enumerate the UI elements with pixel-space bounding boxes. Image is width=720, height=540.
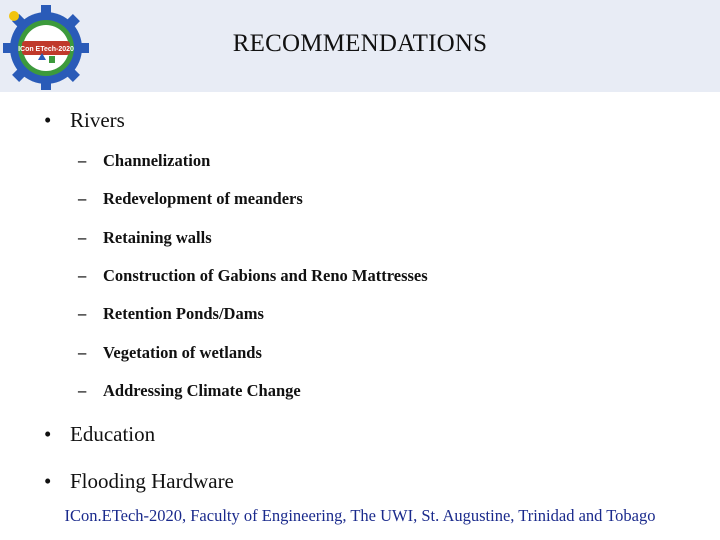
bullet-education: [44, 422, 155, 447]
slide-header: [0, 0, 720, 92]
bullet-label: Education: [70, 422, 156, 446]
bullet-label: Rivers: [70, 108, 125, 132]
sub-item-label: Vegetation of wetlands: [103, 343, 262, 362]
dash-icon: –: [78, 151, 87, 170]
sub-item: [78, 151, 210, 171]
dash-icon: –: [78, 189, 87, 208]
sub-item: [78, 189, 303, 209]
sub-item-label: Retention Ponds/Dams: [103, 304, 264, 323]
sub-item: [78, 228, 212, 248]
bullet-flooding-hardware: [44, 469, 234, 494]
sub-item: [78, 343, 262, 363]
sub-item-label: Channelization: [103, 151, 211, 170]
sub-item-label: Redevelopment of meanders: [103, 189, 303, 208]
dash-icon: –: [78, 304, 87, 323]
sub-item: [78, 304, 264, 324]
sub-item: [78, 266, 428, 286]
dash-icon: –: [78, 381, 87, 400]
bullet-label: Flooding Hardware: [70, 469, 234, 493]
slide-title: [0, 30, 720, 58]
bullet-dot-icon: •: [44, 422, 52, 446]
bullet-rivers: [44, 108, 125, 133]
slide-title-text: RECOMMENDATIONS: [232, 30, 488, 57]
dash-icon: –: [78, 343, 87, 362]
bullet-dot-icon: •: [44, 469, 52, 493]
dash-icon: –: [78, 266, 87, 285]
sub-item-label: Construction of Gabions and Reno Mattresses: [103, 266, 428, 285]
slide-footer: ICon.ETech-2020, Faculty of Engineering, The UWI, St. Augustine, Trinidad and Tobago: [64, 506, 656, 525]
sub-item: [78, 381, 301, 401]
sub-item-label: Retaining walls: [103, 228, 212, 247]
logo-text: ICon ETech-2020: [18, 46, 74, 53]
bullet-dot-icon: •: [44, 108, 52, 132]
dash-icon: –: [78, 228, 87, 247]
sub-item-label: Addressing Climate Change: [103, 381, 301, 400]
